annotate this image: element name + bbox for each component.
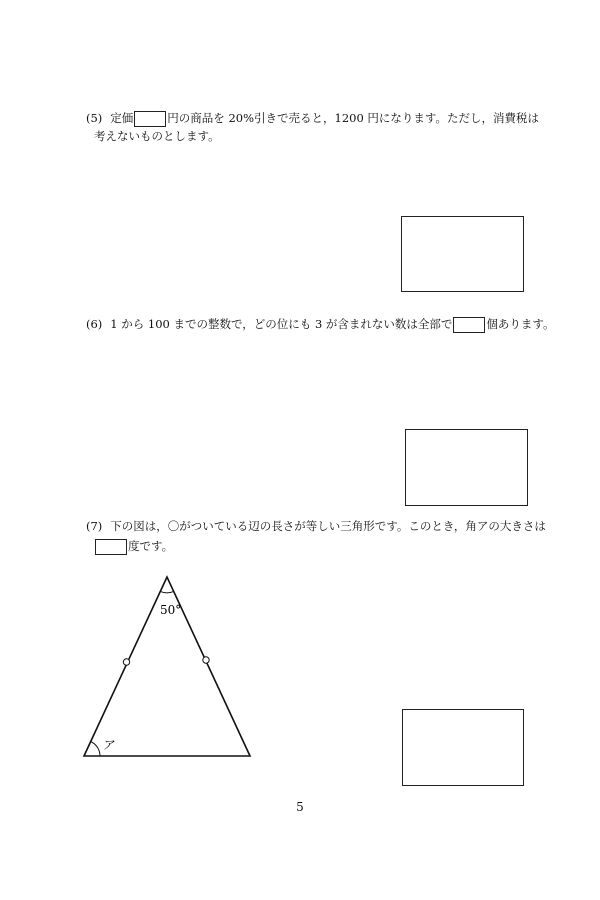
q7-answer-box[interactable] — [402, 709, 524, 786]
q5-line1 — [86, 110, 539, 127]
q6-inline-blank — [453, 317, 485, 333]
q6-text-before-blank: 1 から 100 までの整数で，どの位にも 3 が含まれない数は全部で — [110, 317, 453, 331]
q6-number: (6) — [86, 317, 103, 331]
q6-text-after-blank: 個あります。 — [486, 317, 555, 331]
q5-text-before-blank: 定価 — [110, 111, 134, 125]
q6-line1 — [86, 316, 555, 333]
apex-angle-label: 50° — [160, 603, 182, 617]
q5-answer-box[interactable] — [401, 216, 524, 292]
q7-line1 — [86, 518, 546, 534]
q7-text-after-blank: 度です。 — [128, 539, 174, 553]
q7-number: (7) — [86, 519, 103, 533]
q7-inline-blank — [95, 539, 127, 555]
q5-line2: 考えないものとします。 — [94, 129, 220, 143]
page-number: 5 — [296, 800, 304, 814]
q6-answer-box[interactable] — [405, 429, 528, 506]
q7-line2 — [94, 538, 173, 555]
apex-angle-arc — [160, 591, 173, 592]
base-angle-arc — [91, 742, 100, 757]
equal-side-mark-right — [203, 657, 209, 663]
q7-text-line1: 下の図は，〇がついている辺の長さが等しい三角形です。このとき，角アの大きさは — [110, 519, 546, 533]
q5-text-after-blank: 円の商品を 20%引きで売ると，1200 円になります。ただし，消費税は — [167, 111, 540, 125]
q5-inline-blank — [134, 111, 166, 127]
isosceles-triangle-figure — [80, 570, 270, 770]
base-angle-label: ア — [102, 738, 115, 752]
q5-number: (5) — [86, 111, 103, 125]
equal-side-mark-left — [123, 659, 129, 665]
